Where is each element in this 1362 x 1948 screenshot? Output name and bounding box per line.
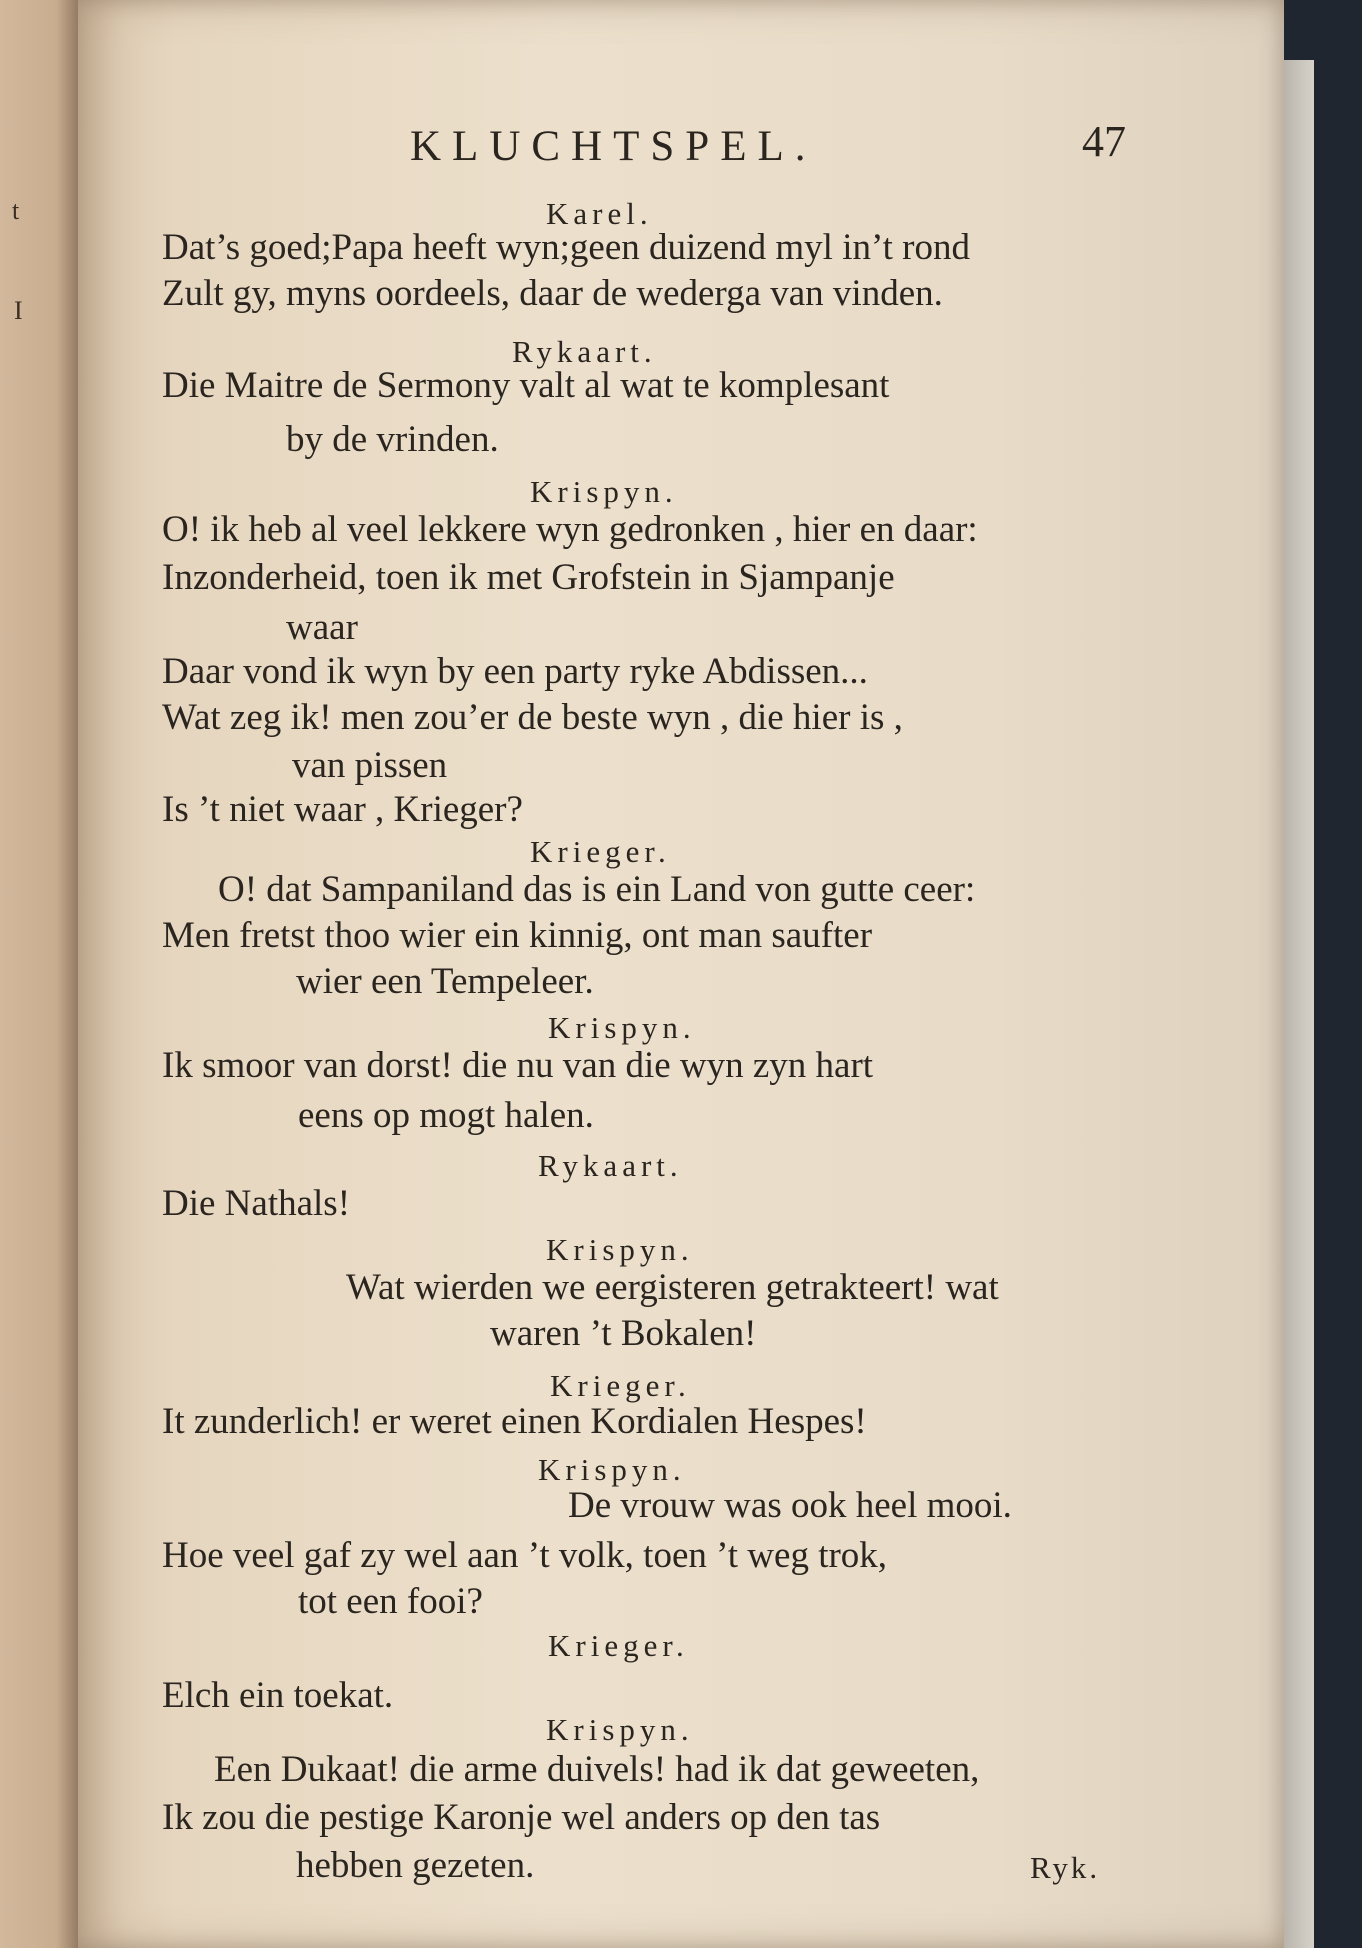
speaker-name: Krieger. bbox=[548, 1628, 689, 1663]
verse-line: wier een Tempeleer. bbox=[296, 961, 594, 1002]
verse-line: eens op mogt halen. bbox=[298, 1095, 594, 1136]
speaker-name: Rykaart. bbox=[512, 334, 657, 369]
facing-page-edge bbox=[0, 0, 80, 1948]
facing-page-mark: I bbox=[14, 296, 23, 325]
verse-line: It zunderlich! er weret einen Kordialen Hespes! bbox=[162, 1401, 867, 1442]
verse-line: waren ’t Bokalen! bbox=[490, 1313, 757, 1354]
speaker-name: Krispyn. bbox=[548, 1010, 696, 1045]
verse-line: Wat zeg ik! men zou’er de beste wyn , die hier is , bbox=[162, 697, 903, 738]
verse-line: hebben gezeten. bbox=[296, 1845, 535, 1886]
verse-line: waar bbox=[286, 607, 358, 648]
running-header: KLUCHTSPEL. bbox=[410, 123, 817, 170]
verse-line: Men fretst thoo wier ein kinnig, ont man saufter bbox=[162, 915, 873, 956]
verse-line: tot een fooi? bbox=[298, 1581, 483, 1622]
book-cover-edge bbox=[1284, 60, 1314, 1948]
page-number: 47 bbox=[1082, 117, 1126, 166]
verse-line: by de vrinden. bbox=[286, 419, 499, 460]
verse-line: Wat wierden we eergisteren getrakteert! wat bbox=[346, 1267, 999, 1308]
facing-page-mark: t bbox=[12, 196, 20, 225]
speaker-name: Krispyn. bbox=[538, 1452, 686, 1487]
verse-line: Zult gy, myns oordeels, daar de wederga van vinden. bbox=[162, 273, 943, 314]
verse-line: De vrouw was ook heel mooi. bbox=[568, 1485, 1012, 1526]
speaker-name: Krispyn. bbox=[546, 1232, 694, 1267]
verse-line: Dat’s goed;Papa heeft wyn;geen duizend myl in’t rond bbox=[162, 227, 970, 268]
verse-line: O! ik heb al veel lekkere wyn gedronken , hier en daar: bbox=[162, 509, 978, 550]
verse-line: Ik smoor van dorst! die nu van die wyn zyn hart bbox=[162, 1045, 874, 1086]
verse-line: Elch ein toekat. bbox=[162, 1675, 394, 1716]
catchword: Ryk. bbox=[1030, 1850, 1101, 1885]
verse-line: van pissen bbox=[292, 745, 448, 786]
verse-line: Is ’t niet waar , Krieger? bbox=[162, 789, 523, 830]
speaker-name: Krispyn. bbox=[546, 1712, 694, 1747]
verse-line: Die Nathals! bbox=[162, 1183, 351, 1224]
speaker-name: Krieger. bbox=[530, 834, 671, 869]
speaker-name: Rykaart. bbox=[538, 1148, 683, 1183]
speaker-name: Krispyn. bbox=[530, 474, 678, 509]
verse-line: Een Dukaat! die arme duivels! had ik dat geweeten, bbox=[214, 1749, 980, 1790]
verse-line: Hoe veel gaf zy wel aan ’t volk, toen ’t weg trok, bbox=[162, 1535, 888, 1576]
verse-line: Inzonderheid, toen ik met Grofstein in Sjampanje bbox=[162, 557, 895, 598]
verse-line: Die Maitre de Sermony valt al wat te komplesant bbox=[162, 365, 890, 406]
speaker-name: Karel. bbox=[546, 196, 653, 231]
verse-line: Daar vond ik wyn by een party ryke Abdissen... bbox=[162, 651, 868, 692]
verse-line: O! dat Sampaniland das is ein Land von gutte ceer: bbox=[218, 869, 976, 910]
speaker-name: Krieger. bbox=[550, 1368, 691, 1403]
verse-line: Ik zou die pestige Karonje wel anders op den tas bbox=[162, 1797, 881, 1838]
